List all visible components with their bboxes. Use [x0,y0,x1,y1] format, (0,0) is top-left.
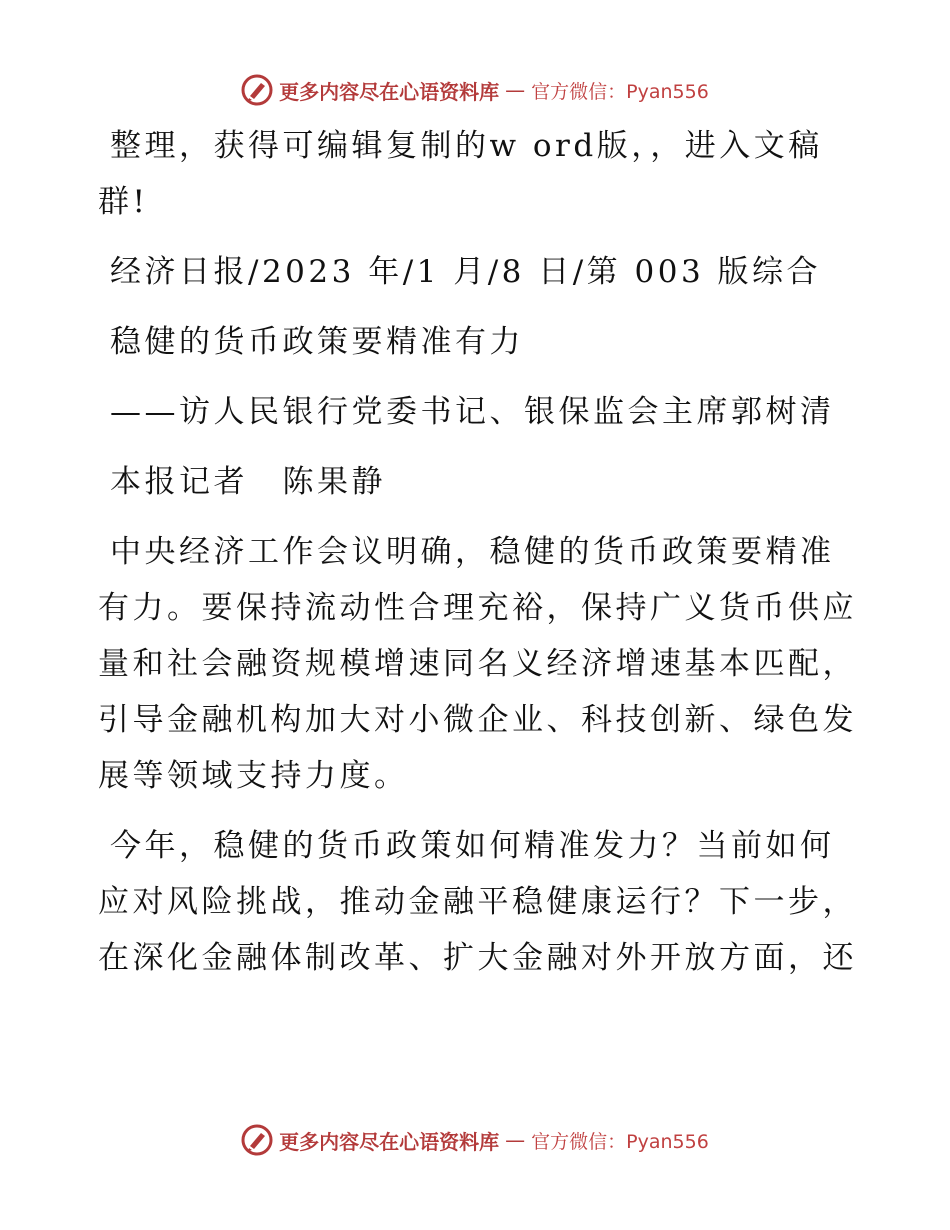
source-line: 经济日报/2023 年/1 月/8 日/第 003 版综合 [110,254,822,290]
body-paragraph: 今年，稳健的货币政策如何精准发力？当前如何应对风险挑战，推动金融平稳健康运行？下一步，在深化金融体制改革、扩大金融对外开放方面，还 [98,828,857,976]
footer-banner [0,1120,950,1160]
intro-paragraph: 整理，获得可编辑复制的w ord版，，进入文稿群! [98,128,823,220]
banner-separator: — [505,1128,526,1152]
banner-separator: — [505,78,526,102]
banner-slogan: 更多内容尽在心语资料库 [279,79,500,104]
brush-logo-icon [241,1124,273,1156]
article-title: 稳健的货币政策要精准有力 [110,324,524,360]
banner-contact: 官方微信：Pyan556 [531,80,709,103]
body-paragraph: 中央经济工作会议明确，稳健的货币政策要精准有力。要保持流动性合理充裕，保持广义货币供应量和社会融资规模增速同名义经济增速基本匹配，引导金融机构加大对小微企业、科技创新、绿色发展等领域支持力度。 [98,534,857,794]
document-body [98,118,858,1000]
brush-logo-icon [241,74,273,106]
header-banner [0,70,950,110]
byline: 本报记者 陈果静 [110,464,386,500]
article-subtitle: ——访人民银行党委书记、银保监会主席郭树清 [110,394,835,430]
banner-contact: 官方微信：Pyan556 [531,1130,709,1153]
banner-slogan: 更多内容尽在心语资料库 [279,1129,500,1154]
